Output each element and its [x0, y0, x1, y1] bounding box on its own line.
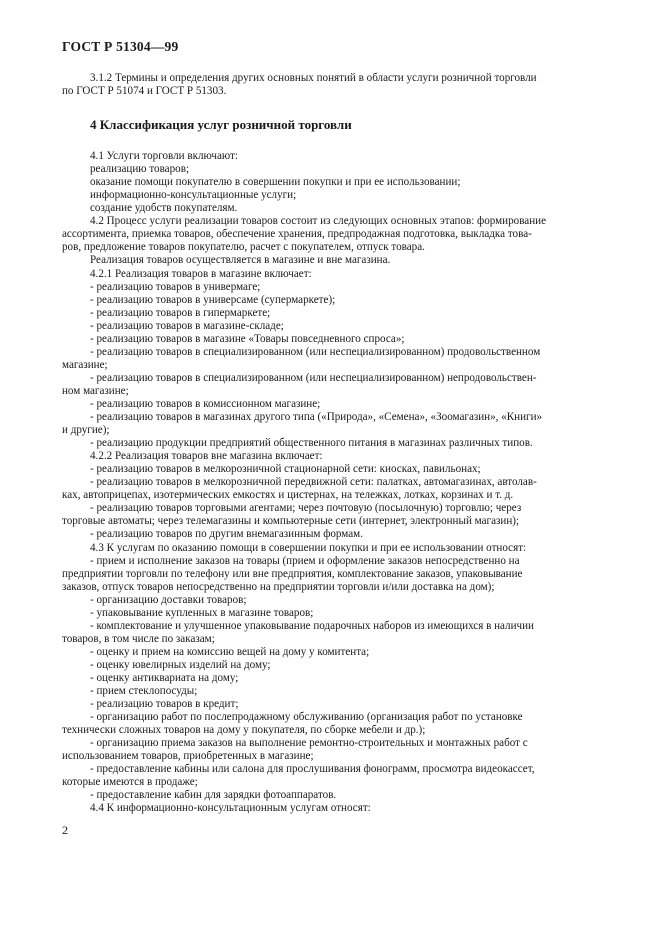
- list-item: - реализацию товаров в кредит;: [90, 698, 239, 711]
- list-item-continuation: торговые автоматы; через телемагазины и компьютерные сети (интернет, электронный магазин);: [62, 515, 520, 528]
- list-item-continuation: предприятии торговли по телефону или вне предприятия, комплектование заказов, упаковывание: [62, 567, 523, 580]
- list-item: - прием стеклопосуды;: [90, 685, 198, 698]
- text-line: информационно-консультационные услуги;: [90, 189, 297, 202]
- text-line: 4.2.2 Реализация товаров вне магазина включает:: [90, 450, 323, 463]
- text-line: 4.3 К услугам по оказанию помощи в совершении покупки и при ее использовании относят:: [90, 541, 527, 554]
- list-item: - реализацию товаров в мелкорозничной стационарной сети: киосках, павильонах;: [90, 463, 481, 476]
- text-line: ров, предложение товаров покупателю, расчет с покупателем, отпуск товара.: [62, 241, 425, 254]
- text-line: ассортимента, приемка товаров, обеспечение хранения, предпродажная подготовка, выкладка това-: [62, 228, 532, 241]
- paragraph-3-1-2-line: 3.1.2 Термины и определения других основных понятий в области услуги розничной торговли: [90, 72, 537, 84]
- section-4-heading: 4 Классификация услуг розничной торговли: [90, 117, 352, 133]
- document-id: ГОСТ Р 51304—99: [62, 39, 179, 54]
- list-item: - реализацию товаров в комиссионном магазине;: [90, 397, 321, 410]
- list-item: - реализацию товаров в магазинах другого типа («Природа», «Семена», «Зоомагазин», «Книги»: [90, 411, 543, 424]
- list-item: - реализацию товаров в гипермаркете;: [90, 306, 271, 319]
- list-item-continuation: использованием товаров, приобретенных в магазине;: [62, 750, 314, 763]
- list-item: - оценку антиквариата на дому;: [90, 671, 239, 684]
- text-line: 4.2 Процесс услуги реализации товаров состоит из следующих основных этапов: формирование: [90, 215, 547, 228]
- text-line: реализацию товаров;: [90, 163, 190, 176]
- text-line: Реализация товаров осуществляется в магазине и вне магазина.: [90, 254, 391, 267]
- list-item: - организацию работ по послепродажному обслуживанию (организация работ по установке: [90, 711, 523, 724]
- list-item: - реализацию товаров в магазине «Товары повседневного спроса»;: [90, 332, 405, 345]
- list-item: - упаковывание купленных в магазине товаров;: [90, 606, 314, 619]
- list-item: - оценку и прием на комиссию вещей на дому у комитента;: [90, 645, 370, 658]
- text-line: оказание помощи покупателю в совершении покупки и при ее использовании;: [90, 176, 461, 189]
- list-item: - реализацию товаров торговыми агентами; через почтовую (посылочную) торговлю; через: [90, 502, 522, 515]
- list-item: - реализацию товаров в универсаме (супермаркете);: [90, 293, 336, 306]
- list-item: - реализацию товаров в мелкорозничной передвижной сети: палатках, автомагазинах, автолав-: [90, 476, 537, 489]
- list-item-continuation: ках, автоприцепах, изотермических емкостях и цистернах, на тележках, лотках, корзинах и т. д.: [62, 489, 514, 502]
- list-item-continuation: товаров, в том числе по заказам;: [62, 632, 215, 645]
- list-item: - предоставление кабины или салона для прослушивания фонограмм, просмотра видеокассет,: [90, 763, 535, 776]
- list-item-continuation: ном магазине;: [62, 384, 129, 397]
- document-body: [62, 72, 600, 815]
- paragraph-3-1-2-line: по ГОСТ Р 51074 и ГОСТ Р 51303.: [62, 85, 227, 98]
- list-item: - прием и исполнение заказов на товары (прием и оформление заказов непосредственно на: [90, 554, 520, 567]
- page-number: 2: [62, 823, 68, 837]
- list-item-continuation: заказов, отпуск товаров непосредственно на предприятии торговли и/или доставка на дом);: [62, 580, 495, 593]
- text-line: 4.1 Услуги торговли включают:: [90, 150, 238, 163]
- list-item-continuation: магазине;: [62, 358, 108, 371]
- text-line: 4.2.1 Реализация товаров в магазине включает:: [90, 267, 312, 280]
- list-item: - реализацию товаров по другим внемагазинным формам.: [90, 528, 363, 541]
- list-item-continuation: которые имеются в продаже;: [62, 776, 198, 789]
- list-item: - реализацию товаров в специализированном (или неспециализированном) продовольственном: [90, 345, 541, 358]
- text-line: 4.4 К информационно-консультационным услугам относят:: [90, 802, 371, 815]
- list-item: - комплектование и улучшенное упаковывание подарочных наборов из имеющихся в наличии: [90, 619, 534, 632]
- list-item: - реализацию товаров в специализированном (или неспециализированном) непродовольствен-: [90, 371, 537, 384]
- list-item: - предоставление кабин для зарядки фотоаппаратов.: [90, 789, 337, 802]
- list-item: - оценку ювелирных изделий на дому;: [90, 658, 271, 671]
- list-item-continuation: и другие);: [62, 424, 110, 437]
- list-item: - реализацию продукции предприятий общественного питания в магазинах различных типов.: [90, 437, 533, 450]
- list-item-continuation: технически сложных товаров на дому у покупателя, по сборке мебели и др.);: [62, 724, 426, 737]
- list-item: - организацию доставки товаров;: [90, 593, 247, 606]
- text-line: создание удобств покупателям.: [90, 202, 238, 215]
- list-item: - организацию приема заказов на выполнение ремонтно-строительных и монтажных работ с: [90, 737, 528, 750]
- list-item: - реализацию товаров в универмаге;: [90, 280, 261, 293]
- list-item: - реализацию товаров в магазине-складе;: [90, 319, 284, 332]
